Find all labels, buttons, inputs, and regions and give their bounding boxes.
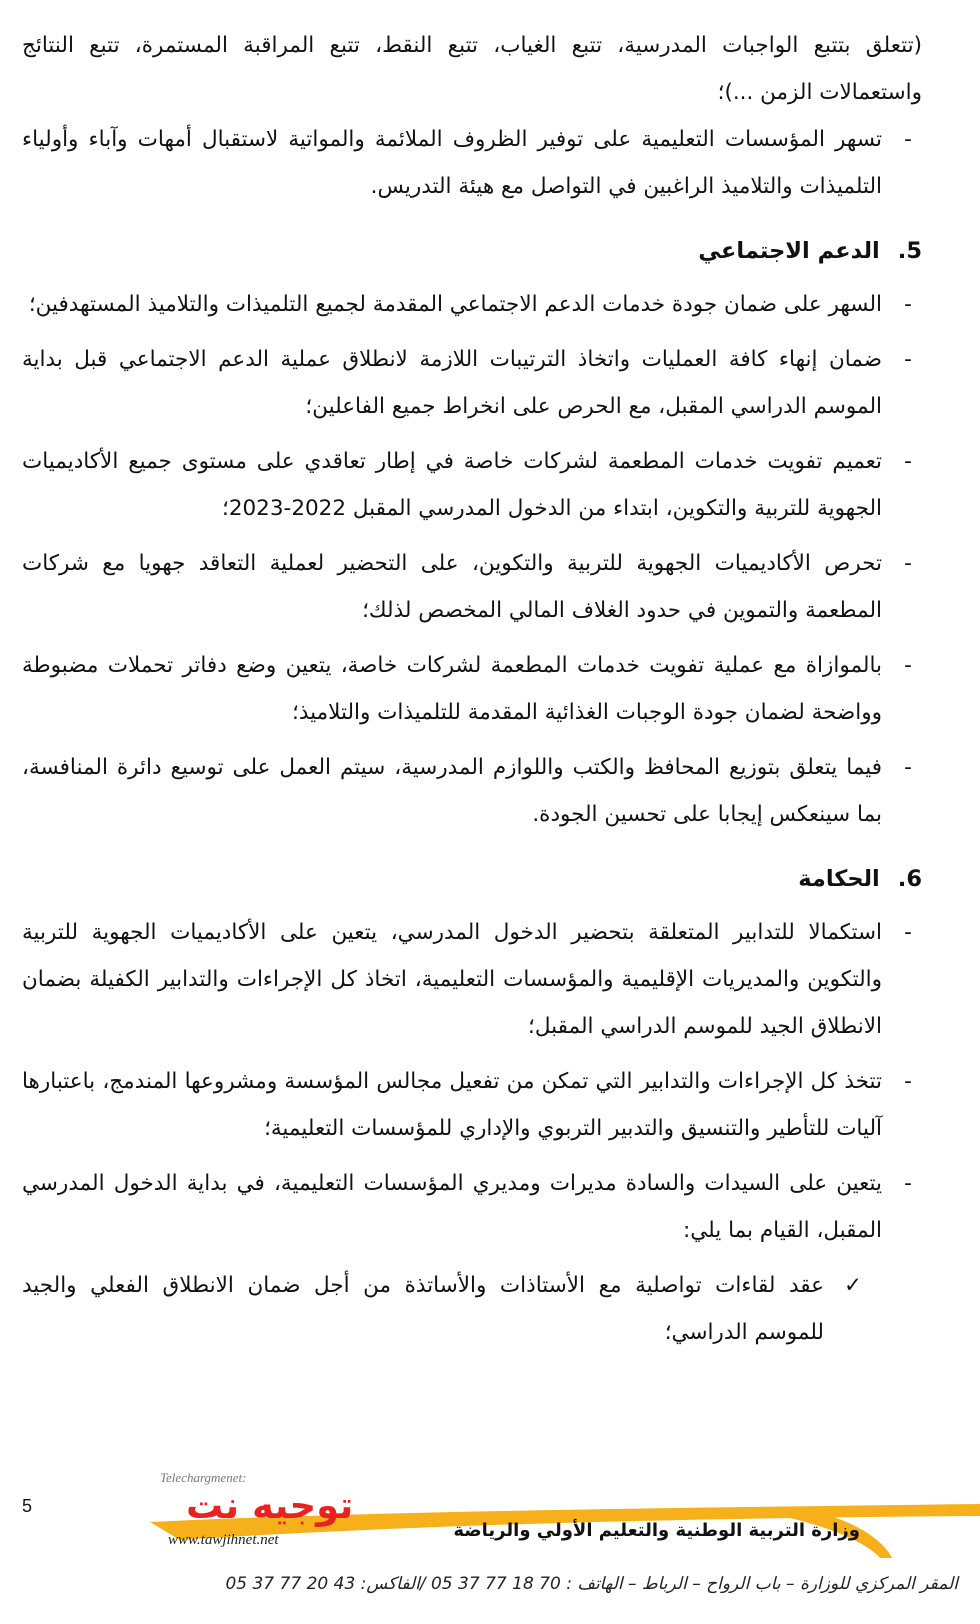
- list-item: [22, 116, 922, 210]
- list-item: [22, 909, 922, 1050]
- site-logo: [156, 1470, 356, 1558]
- checklist-item-text: عقد لقاءات تواصلية مع الأستاذات والأساتذة من أجل ضمان الانطلاق الفعلي والجيد للموسم الدراسي؛: [22, 1273, 824, 1345]
- bullet-dash: -: [904, 449, 912, 474]
- document-body: [22, 22, 922, 1362]
- page-number: 5: [22, 1496, 33, 1516]
- bullet-dash: -: [904, 347, 912, 372]
- bullet-dash: -: [904, 127, 912, 152]
- list-item: [22, 1058, 922, 1152]
- list-item: [22, 281, 922, 328]
- bullet-dash: -: [904, 920, 912, 945]
- ministry-address: المقر المركزي للوزارة – باب الرواح – الرباط – الهاتف : 70 18 77 37 05 /الفاكس: 43 20 77 37 05: [225, 1574, 958, 1594]
- list-item: [22, 744, 922, 838]
- section-number: 5.: [897, 238, 922, 264]
- checkmark-icon: ✓: [843, 1273, 862, 1298]
- logo-brand: توجيه نت: [186, 1484, 354, 1527]
- list-item: [22, 642, 922, 736]
- bullet-dash: -: [904, 755, 912, 780]
- logo-url: www.tawjihnet.net: [168, 1532, 279, 1548]
- list-item-text: تتخذ كل الإجراءات والتدابير التي تمكن من تفعيل مجالس المؤسسة ومشروعها المندمج، باعتبارها آليات للتأطير والتنسيق والتدبير التربوي والإداري للمؤسسات التعليمية؛: [22, 1069, 882, 1141]
- list-item: [22, 1160, 922, 1254]
- section-title: الدعم الاجتماعي: [698, 238, 880, 264]
- section-title: الحكامة: [798, 866, 880, 892]
- list-item-text: فيما يتعلق بتوزيع المحافظ والكتب واللوازم المدرسية، سيتم العمل على توسيع دائرة المنافسة، بما سينعكس إيجابا على تحسين الجودة.: [22, 755, 882, 827]
- checklist-item: [22, 1262, 922, 1356]
- section-6-heading: [22, 856, 922, 903]
- intro-paragraph: (تتعلق بتتبع الواجبات المدرسية، تتبع الغياب، تتبع النقط، تتبع المراقبة المستمرة، تتبع النتائج واستعمالات الزمن ...)؛: [22, 33, 922, 105]
- bullet-dash: -: [904, 1069, 912, 1094]
- list-item-text: يتعين على السيدات والسادة مديرات ومديري المؤسسات التعليمية، في بداية الدخول المدرسي المقبل، القيام بما يلي:: [22, 1171, 882, 1243]
- section-5-heading: [22, 228, 922, 275]
- list-item-text: استكمالا للتدابير المتعلقة بتحضير الدخول المدرسي، يتعين على الأكاديميات الجهوية للتربية والتكوين والمديريات الإقليمية والمؤسسات التعليمية، اتخاذ كل الإجراءات والتدابير الكفيلة بضمان الانطلاق الجيد للموسم الدراسي المقبل؛: [22, 920, 882, 1039]
- list-item: [22, 540, 922, 634]
- section-number: 6.: [897, 866, 922, 892]
- ministry-name: وزارة التربية الوطنية والتعليم الأولي والرياضة: [453, 1520, 860, 1541]
- list-item-text: تحرص الأكاديميات الجهوية للتربية والتكوين، على التحضير لعملية التعاقد جهويا مع شركات المطعمة والتموين في حدود الغلاف المالي المخصص لذلك؛: [22, 551, 882, 623]
- list-item: [22, 336, 922, 430]
- list-item-text: تسهر المؤسسات التعليمية على توفير الظروف الملائمة والمواتية لاستقبال أمهات وآباء وأولياء التلميذات والتلاميذ الراغبين في التواصل مع هيئة التدريس.: [22, 127, 882, 199]
- list-item: [22, 438, 922, 532]
- logo-caption: Telechargmenet:: [160, 1470, 247, 1485]
- bullet-dash: -: [904, 1171, 912, 1196]
- list-item-text: السهر على ضمان جودة خدمات الدعم الاجتماعي المقدمة لجميع التلميذات والتلاميذ المستهدفين؛: [28, 292, 882, 317]
- list-item-text: تعميم تفويت خدمات المطعمة لشركات خاصة في إطار تعاقدي على مستوى جميع الأكاديميات الجهوية للتربية والتكوين، ابتداء من الدخول المدرسي المقبل 2022-2023؛: [22, 449, 882, 521]
- bullet-dash: -: [904, 653, 912, 678]
- list-item-text: ضمان إنهاء كافة العمليات واتخاذ الترتيبات اللازمة لانطلاق عملية الدعم الاجتماعي قبل بداية الموسم الدراسي المقبل، مع الحرص على انخراط جميع الفاعلين؛: [22, 347, 882, 419]
- list-item-text: بالموازاة مع عملية تفويت خدمات المطعمة لشركات خاصة، يتعين وضع دفاتر تحملات مضبوطة وواضحة لضمان جودة الوجبات الغذائية المقدمة للتلميذات والتلاميذ؛: [22, 653, 882, 725]
- bullet-dash: -: [904, 292, 912, 317]
- bullet-dash: -: [904, 551, 912, 576]
